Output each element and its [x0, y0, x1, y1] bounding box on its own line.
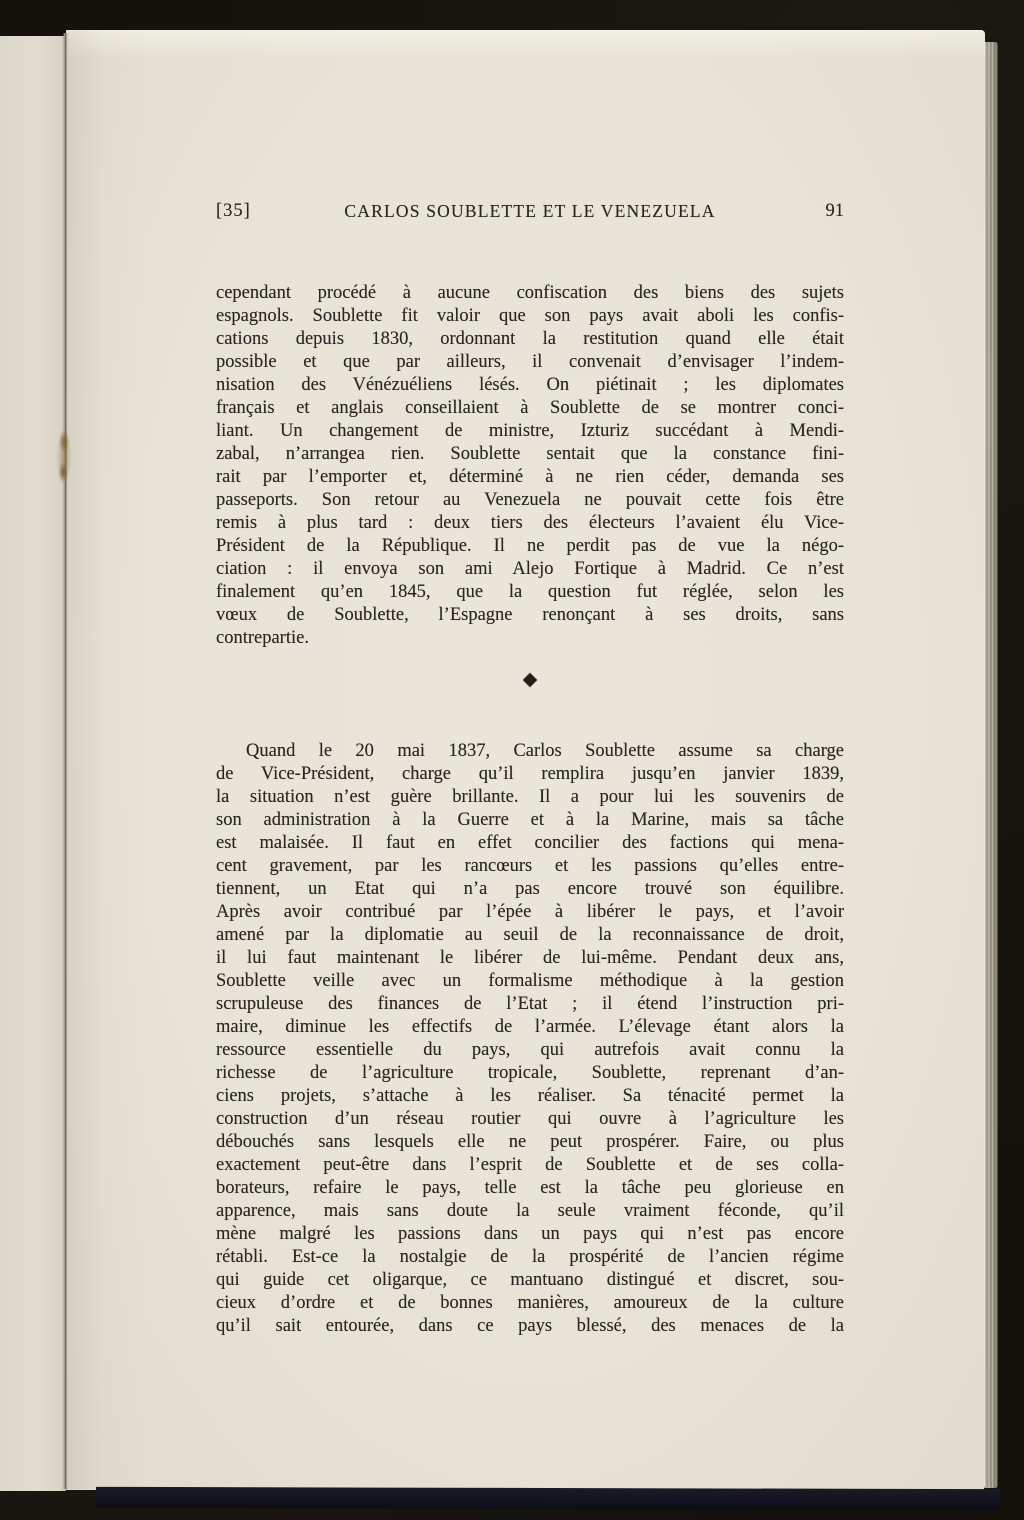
text-line: cations depuis 1830, ordonnant la restitution quand elle était: [216, 329, 844, 349]
text-line: Quand le 20 mai 1837, Carlos Soublette assume sa charge: [246, 741, 844, 761]
page-edge-stack: [985, 42, 998, 1488]
text-line: finalement qu’en 1845, que la question fut réglée, selon les: [216, 582, 844, 602]
text-line: scrupuleuse des finances de l’Etat ; il étend l’instruction pri-: [216, 994, 844, 1014]
text-line: passeports. Son retour au Venezuela ne pouvait cette fois être: [216, 490, 844, 510]
text-line: remis à plus tard : deux tiers des électeurs l’avaient élu Vice-: [216, 513, 844, 533]
text-line: exactement peut-être dans l’esprit de Soublette et de ses colla-: [216, 1155, 844, 1175]
text-line: français et anglais conseillaient à Soublette de se montrer conci-: [216, 398, 844, 418]
text-line: ciens projets, s’attache à les réaliser. Sa ténacité permet la: [216, 1086, 844, 1106]
text-line: apparence, mais sans doute la seule vraiment féconde, qu’il: [216, 1201, 844, 1221]
text-line: vœux de Soublette, l’Espagne renonçant à ses droits, sans: [216, 605, 844, 625]
text-line: cieux d’ordre et de bonnes manières, amoureux de la culture: [216, 1293, 844, 1313]
text-line: contrepartie.: [216, 628, 309, 648]
text-line: zabal, n’arrangea rien. Soublette sentait que la constance fini-: [216, 444, 844, 464]
text-line: liant. Un changement de ministre, Izturiz succédant à Mendi-: [216, 421, 844, 441]
section-marker: [35]: [216, 201, 251, 221]
text-line: Après avoir contribué par l’épée à libérer le pays, et l’avoir: [216, 902, 844, 922]
text-line: son administration à la Guerre et à la Marine, mais sa tâche: [216, 810, 844, 830]
text-line: espagnols. Soublette fit valoir que son pays avait aboli les confis-: [216, 306, 844, 326]
paragraph-1: [216, 282, 844, 650]
text-line: débouchés sans lesquels elle ne peut prospérer. Faire, ou plus: [216, 1132, 844, 1152]
text-line: amené par la diplomatie au seuil de la reconnaissance de droit,: [216, 925, 844, 945]
page-number: 91: [825, 201, 844, 221]
text-line: Soublette veille avec un formalisme méthodique à la gestion: [216, 971, 844, 991]
text-line: cent gravement, par les rancœurs et les passions qu’elles entre-: [216, 856, 844, 876]
page-content: [216, 30, 844, 1490]
diamond-separator-icon: [523, 673, 537, 687]
text-line: ciation : il envoya son ami Alejo Fortique à Madrid. Ce n’est: [216, 559, 844, 579]
text-line: tiennent, un Etat qui n’a pas encore trouvé son équilibre.: [216, 879, 844, 899]
text-line: cependant procédé à aucune confiscation des biens des sujets: [216, 283, 844, 303]
book-gutter-crease: [63, 33, 68, 1489]
text-line: est malaisée. Il faut en effet concilier des factions qui mena-: [216, 833, 844, 853]
paragraph-2: [216, 740, 844, 1338]
book-cover-edge: [96, 1487, 1000, 1510]
text-line: la situation n’est guère brillante. Il a pour lui les souvenirs de: [216, 787, 844, 807]
text-line: qui guide cet oligarque, ce mantuano distingué et discret, sou-: [216, 1270, 844, 1290]
text-line: il lui faut maintenant le libérer de lui-même. Pendant deux ans,: [216, 948, 844, 968]
text-line: nisation des Vénézuéliens lésés. On piétinait ; les diplomates: [216, 375, 844, 395]
text-line: rait par l’emporter et, déterminé à ne rien céder, demanda ses: [216, 467, 844, 487]
text-line: richesse de l’agriculture tropicale, Soublette, reprenant d’an-: [216, 1063, 844, 1083]
text-line: ressource essentielle du pays, qui autrefois avait connu la: [216, 1040, 844, 1060]
facing-page-edge: [0, 36, 66, 1491]
text-line: possible et que par ailleurs, il convenait d’envisager l’indem-: [216, 352, 844, 372]
text-line: rétabli. Est-ce la nostalgie de la prospérité de l’ancien régime: [216, 1247, 844, 1267]
text-line: construction d’un réseau routier qui ouvre à l’agriculture les: [216, 1109, 844, 1129]
text-line: Président de la République. Il ne perdit pas de vue la négo-: [216, 536, 844, 556]
text-line: mène malgré les passions dans un pays qui n’est pas encore: [216, 1224, 844, 1244]
book-page: [66, 30, 985, 1490]
text-line: maire, diminue les effectifs de l’armée. L’élevage étant alors la: [216, 1017, 844, 1037]
gutter-stain: [52, 420, 78, 498]
running-title: CARLOS SOUBLETTE ET LE VENEZUELA: [344, 201, 716, 221]
text-line: de Vice-Président, charge qu’il remplira jusqu’en janvier 1839,: [216, 764, 844, 784]
page-header: [216, 201, 844, 225]
text-line: borateurs, refaire le pays, telle est la tâche peu glorieuse en: [216, 1178, 844, 1198]
text-line: qu’il sait entourée, dans ce pays blessé, des menaces de la: [216, 1316, 844, 1336]
section-separator: [216, 670, 844, 690]
